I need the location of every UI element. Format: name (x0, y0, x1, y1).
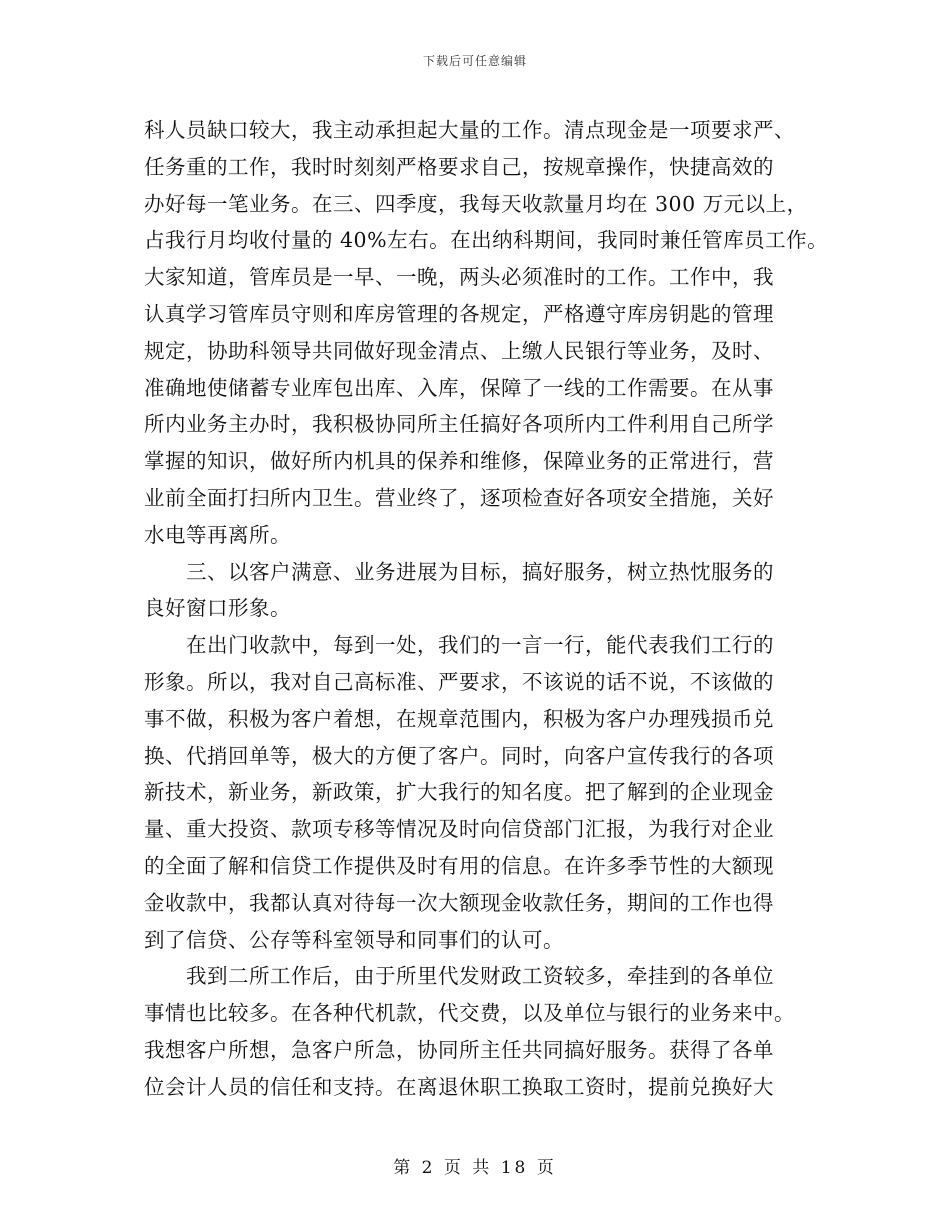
text-line: 科人员缺口较大，我主动承担起大量的工作。清点现金是一项要求严、 (144, 118, 795, 142)
text-line: 掌握的知识，做好所内机具的保养和维修，保障业务的正常进行，营 (144, 449, 774, 474)
text-line: 金收款中，我都认真对待每一次大额现金收款任务，期间的工作也得 (144, 890, 774, 915)
text-line: 换、代捎回单等，极大的方便了客户。同时，向客户宣传我行的各项 (144, 743, 774, 768)
body-text (144, 112, 829, 1106)
text-line: 在出门收款中，每到一处，我们的一言一行，能代表我们工行的 (186, 633, 774, 658)
text-line: 三、以客户满意、业务进展为目标，搞好服务，树立热忱服务的 (186, 559, 774, 584)
text-line: 办好每一笔业务。在三、四季度，我每天收款量月均在 300 万元以上， (144, 191, 808, 216)
text-line: 水电等再离所。 (144, 522, 291, 547)
page-footer: 第 2 页 共 18 页 (393, 1158, 557, 1178)
text-line: 良好窗口形象。 (144, 596, 291, 621)
text-line: 业前全面打扫所内卫生。营业终了，逐项检查好各项安全措施，关好 (144, 485, 774, 510)
text-line: 我到二所工作后，由于所里代发财政工资较多，牵挂到的各单位 (186, 964, 774, 989)
text-line: 大家知道，管库员是一早、一晚，两头必须准时的工作。工作中，我 (144, 265, 774, 290)
text-line: 准确地使储蓄专业库包出库、入库，保障了一线的工作需要。在从事 (144, 375, 774, 400)
text-line: 到了信贷、公存等科室领导和同事们的认可。 (144, 927, 564, 952)
text-line: 认真学习管库员守则和库房管理的各规定，严格遵守库房钥匙的管理 (144, 301, 774, 326)
text-line: 事不做，积极为客户着想，在规章范围内，积极为客户办理残损币兑 (144, 706, 774, 731)
text-line: 位会计人员的信任和支持。在离退休职工换取工资时，提前兑换好大 (144, 1074, 774, 1099)
text-line: 所内业务主办时，我积极协同所主任搞好各项所内工件利用自己所学 (144, 412, 774, 437)
text-line: 的全面了解和信贷工作提供及时有用的信息。在许多季节性的大额现 (144, 853, 774, 878)
text-line: 形象。所以，我对自己高标准、严要求，不该说的话不说，不该做的 (144, 669, 774, 694)
text-line: 我想客户所想，急客户所急，协同所主任共同搞好服务。获得了各单 (144, 1037, 774, 1062)
text-line: 量、重大投资、款项专移等情况及时向信贷部门汇报，为我行对企业 (144, 817, 774, 842)
text-line: 占我行月均收付量的 40%左右。在出纳科期间，我同时兼任管库员工作。 (144, 228, 829, 253)
text-line: 事情也比较多。在各种代机款，代交费，以及单位与银行的业务来中。 (144, 1001, 795, 1026)
text-line: 任务重的工作，我时时刻刻严格要求自己，按规章操作，快捷高效的 (144, 154, 774, 179)
text-line: 规定，协助科领导共同做好现金清点、上缴人民银行等业务，及时、 (144, 338, 774, 363)
page-header: 下载后可任意编辑 (422, 54, 527, 68)
text-line: 新技术，新业务，新政策，扩大我行的知名度。把了解到的企业现金 (144, 780, 774, 805)
